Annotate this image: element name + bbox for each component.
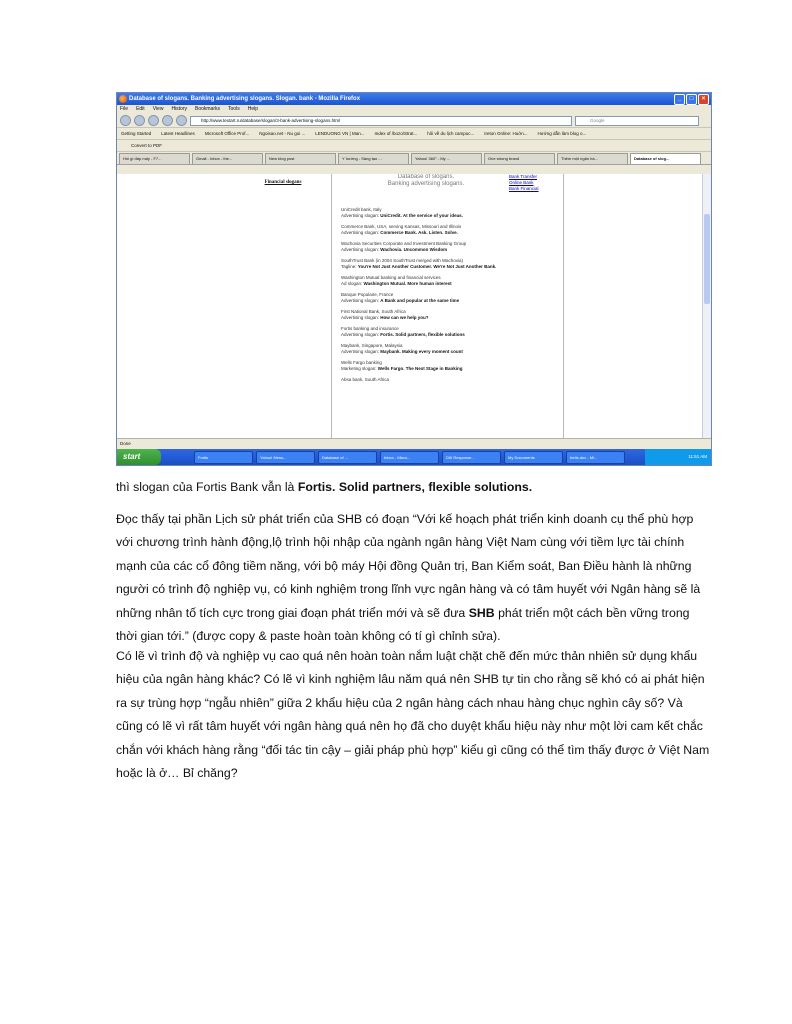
slogan-text: Commerce Bank. Ask. Listen. Solve. — [380, 230, 458, 235]
p3-text: Có lẽ vì trình độ và nghiệp vụ cao quá nên hoàn toàn nắm luật chặt chẽ đến mức thản nhiên sử dụng khẩu hiệu của ngân hàng khác? Có lẽ vì kinh nghiệm lâu năm quá nên SHB tự tin cho rằng sẽ khó có ai phát hiện ra sự trùng hợp “ngẫu nhiên” giữa 2 khẩu hiệu của 2 ngân hàng cách nhau hàng chục nghìn cây số? Và cũng có lẽ vì rất tâm huyết với ngân hàng quá nên họ đã cho duyệt khẩu hiệu này như một lời cam kết chắc chắn với khách hàng rằng “đối tác tin cậy – giải pháp phù hợp” kiểu gì cũng có thể tìm thấy được ở Việt Nam hoặc là ở… Bỉ chăng? — [116, 649, 710, 781]
header-line1: Database of slogans. — [397, 174, 455, 180]
slogan-label: Tagline: — [341, 264, 357, 269]
start-button[interactable]: start — [117, 449, 161, 465]
slogan-label: Advertising slogan: — [341, 213, 380, 218]
header-line2: Banking advertising slogans. — [387, 181, 465, 187]
bank-name: Wachovia Securities Corporate and Investment Banking Group — [341, 241, 467, 246]
bookmark-item[interactable]: Getting Started — [121, 131, 152, 136]
slogan-label: Advertising slogan: — [341, 349, 380, 354]
slogan-entry — [341, 326, 561, 338]
slogan-label: Advertising slogan: — [341, 298, 380, 303]
bank-name: First National Bank, South Africa — [341, 309, 406, 314]
menu-bookmarks[interactable]: Bookmarks — [195, 106, 221, 112]
menu-tools[interactable]: Tools — [228, 106, 240, 112]
bookmark-item[interactable]: Microsoft Office Prof... — [204, 131, 250, 136]
taskbar-item[interactable]: fortis.doc - Mi... — [566, 451, 625, 464]
convert-to-pdf-button[interactable]: Convert to PDF — [117, 140, 711, 152]
slogan-text: A Bank and popular at the same time — [380, 298, 460, 303]
home-icon[interactable] — [176, 115, 187, 126]
scrollbar-thumb[interactable] — [704, 214, 710, 304]
slogan-entry — [341, 360, 561, 372]
minimize-icon[interactable]: _ — [674, 94, 685, 105]
bank-name: Commerce Bank, USA, serving Kansas, Missouri and Illinois — [341, 224, 462, 229]
column-divider — [563, 174, 564, 438]
browser-tab[interactable]: Y hướng - Sáng tạo ... — [338, 153, 409, 164]
navigation-toolbar — [117, 114, 711, 128]
slogan-entry — [341, 377, 561, 383]
bookmark-item[interactable]: Hướng dẫn làm blog o... — [537, 131, 587, 136]
menu-history[interactable]: History — [171, 106, 187, 112]
browser-tab[interactable]: One strong brand — [484, 153, 555, 164]
p2-bold: SHB — [468, 605, 495, 620]
vertical-scrollbar[interactable] — [702, 174, 711, 438]
slogan-entry — [341, 275, 561, 287]
slogan-text: You're Not Just Another Customer. We're Not Just Another Bank. — [357, 264, 497, 269]
stop-icon[interactable] — [162, 115, 173, 126]
bookmarks-toolbar — [117, 128, 711, 140]
bookmark-item[interactable]: hôi về du lịch campuc... — [427, 131, 475, 136]
firefox-icon — [119, 95, 127, 103]
slogan-entry — [341, 241, 561, 253]
browser-tab-active[interactable]: Database of slog... — [630, 153, 701, 164]
slogan-label: Advertising slogan: — [341, 315, 380, 320]
slogan-label: Advertising slogan: — [341, 247, 380, 252]
slogan-label: Ad slogan: — [341, 281, 363, 286]
back-icon[interactable] — [120, 115, 131, 126]
taskbar-item[interactable]: Fortis — [194, 451, 253, 464]
slogan-list — [341, 174, 561, 383]
browser-tab[interactable]: Gmail - Inbox - the... — [192, 153, 263, 164]
window-title: Database of slogans. Banking advertising slogans. Slogan. bank - Mozilla Firefox — [129, 96, 361, 102]
browser-tab[interactable]: New blog post — [265, 153, 336, 164]
paragraph-2 — [116, 508, 712, 648]
bookmark-item[interactable]: Latest Headlines — [161, 131, 195, 136]
paragraph-3 — [116, 645, 712, 785]
p2-text: Đọc thấy tại phần Lịch sử phát triển của SHB có đoạn “Với kế hoạch phát triển kinh doanh cụ thể phù hợp với chương trình hành động,lộ trình hội nhập của ngành ngân hàng Việt Nam cùng với tiềm lực tài chính mạnh của các cổ đông tiềm năng, với bộ máy Hội đồng Quản trị, Ban Kiểm soát, Ban Điều hành là những người có trình độ nghiệp vụ, có kinh nghiệm trong lĩnh vực ngân hàng và có tâm huyết với Ngân hàng sẽ là những nhân tố tích cực trong giai đoạn phát triển mới và sẽ đưa — [116, 512, 701, 620]
taskbar-item[interactable]: My Documents — [504, 451, 563, 464]
slogan-entry — [341, 292, 561, 304]
taskbar-item[interactable]: Database of ... — [318, 451, 377, 464]
menu-bar — [117, 105, 711, 114]
slogan-text: Wachovia. Uncommon Wisdom — [380, 247, 448, 252]
page-viewport — [117, 174, 703, 438]
slogan-text: Maybank. Making every moment count — [380, 349, 463, 354]
slogan-entry — [341, 309, 561, 321]
bank-name: Absa bank, South Africa — [341, 377, 390, 382]
system-tray-clock: 11:51 AM — [645, 449, 711, 465]
financial-slogans-link[interactable]: Financial slogans — [264, 180, 302, 185]
url-bar[interactable]: http://www.textart.ru/database/slogan/3-bank-advertising-slogans.html — [190, 116, 572, 126]
sublink-bank-transfer[interactable]: Bank Transfer — [509, 174, 538, 179]
column-divider — [331, 174, 332, 438]
slogan-entry — [341, 343, 561, 355]
bookmark-item[interactable]: Ngoisao.net - Nu goi ... — [259, 131, 306, 136]
sublink-bank-financial[interactable]: Bank Financial — [509, 186, 539, 191]
slogan-entry — [341, 258, 561, 270]
sublink-online-bank[interactable]: Online Bank — [509, 180, 534, 185]
slogan-text: UniCredit. At the service of your ideas. — [380, 213, 463, 218]
status-bar: Done — [117, 438, 712, 449]
tab-strip — [117, 152, 711, 165]
bookmark-item[interactable]: Index of /bozo/Strat... — [374, 131, 418, 136]
maximize-icon[interactable]: □ — [686, 94, 697, 105]
browser-tab[interactable]: Thêm một ngân hà... — [557, 153, 628, 164]
slogan-text: How can we help you? — [380, 315, 429, 320]
paragraph-1 — [116, 476, 712, 499]
search-input[interactable]: Google — [575, 116, 699, 126]
menu-view[interactable]: View — [152, 106, 164, 112]
bank-name: UniCredit bank, Italy — [341, 207, 382, 212]
p2-suffix: phát triển một cách bền vững trong thời gian tới.” (được copy & paste hoàn toàn không có tí gì chỉnh sửa). — [116, 605, 690, 644]
slogan-entry — [341, 207, 561, 219]
bookmark-item[interactable]: Ireton Online: Huớn... — [484, 131, 528, 136]
slogan-entry — [341, 224, 561, 236]
slogan-text: Washington Mutual. More human interest — [363, 281, 452, 286]
taskbar-item[interactable]: Inbox - Micro... — [380, 451, 439, 464]
bank-name: Washington Mutual banking and financial services — [341, 275, 441, 280]
page-header — [341, 174, 511, 188]
p1-bold: Fortis. Solid partners, flexible solutions. — [297, 480, 533, 494]
menu-help[interactable]: Help — [247, 106, 258, 112]
embedded-browser-screenshot — [116, 92, 712, 466]
slogan-label: Advertising slogan: — [341, 332, 380, 337]
p1-prefix: thì slogan của Fortis Bank vẫn là — [116, 480, 298, 494]
bookmark-item[interactable]: LENDUONG VN | Man... — [315, 131, 365, 136]
taskbar-item[interactable]: DIII Response... — [442, 451, 501, 464]
bank-name: Maybank, Singapore, Malaysia — [341, 343, 403, 348]
slogan-label: Marketing slogan: — [341, 366, 377, 371]
browser-tab[interactable]: Yahoo! 360° - My ... — [411, 153, 482, 164]
slogan-label: Advertising slogan: — [341, 230, 380, 235]
menu-file[interactable]: File — [120, 106, 129, 112]
reload-icon[interactable] — [148, 115, 159, 126]
bank-name: SouthTrust Bank (in 2004 SouthTrust merged with Wachovia) — [341, 258, 464, 263]
windows-taskbar — [117, 449, 711, 465]
browser-tab[interactable]: Hồi gì đáp mấy - F7... — [119, 153, 190, 164]
window-controls — [674, 94, 709, 105]
close-icon[interactable]: × — [698, 94, 709, 105]
forward-icon[interactable] — [134, 115, 145, 126]
window-titlebar — [117, 93, 711, 105]
bank-name: Banque Populaire, France — [341, 292, 394, 297]
menu-edit[interactable]: Edit — [136, 106, 145, 112]
bank-name: Fortis banking and insurance — [341, 326, 399, 331]
taskbar-item[interactable]: Yahoo! Mess... — [256, 451, 315, 464]
bank-name: Wells Fargo banking — [341, 360, 382, 365]
slogan-text: Wells Fargo. The Next Stage in Banking — [377, 366, 463, 371]
slogan-text: Fortis. Solid partners, flexible solutions — [380, 332, 465, 337]
